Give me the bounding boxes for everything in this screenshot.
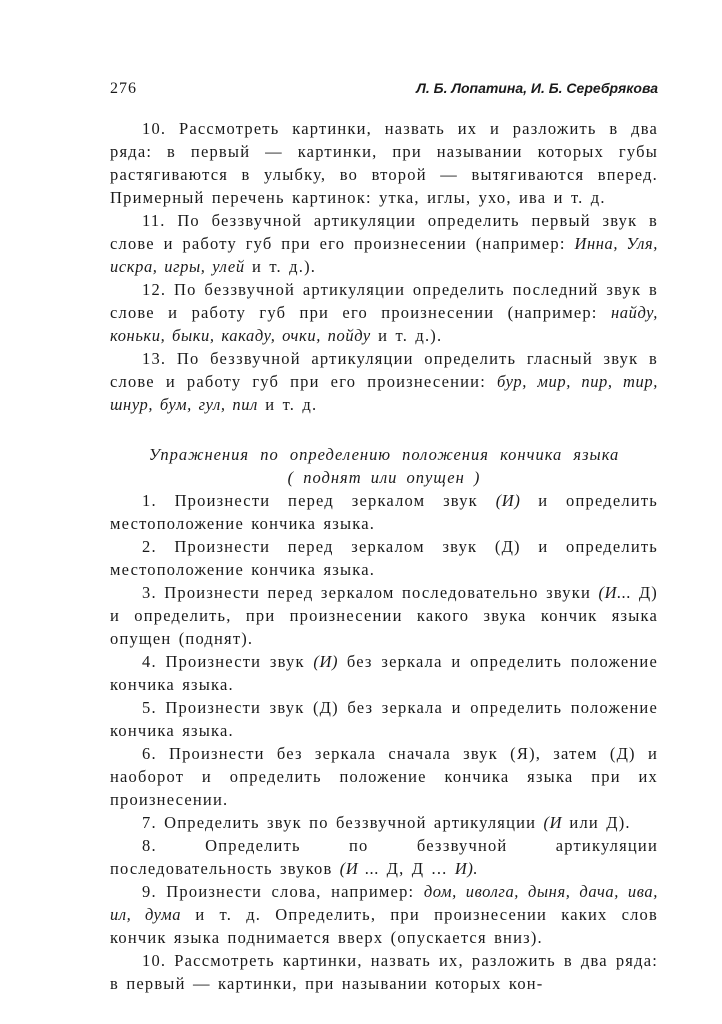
exercise-paragraph [110, 949, 658, 995]
paragraph-text: и т. д.). [244, 257, 317, 276]
exercise-paragraph [110, 880, 658, 949]
exercise-paragraph [110, 696, 658, 742]
paragraph-text: 10. Рассмотреть картинки, назвать их, разложить в два ряда: в первый — картинки, при назывании которых кон- [110, 951, 658, 993]
example-words: (И [543, 813, 563, 832]
exercise-list-tongue [110, 489, 658, 995]
example-words: (И) [495, 491, 521, 510]
page-number: 276 [110, 80, 137, 97]
exercise-paragraph [110, 834, 658, 880]
example-words: (И) [313, 652, 339, 671]
section-subtitle: ( поднят или опущен ) [287, 468, 481, 487]
paragraph-text: 11. По беззвучной артикуляции определить первый звук в слове и работу губ при его произнесении (например: [110, 211, 658, 253]
example-words: дом, иволга, дыня, дача, ива, ил, дума [110, 882, 658, 924]
example-words: И). [454, 859, 479, 878]
paragraph-text: или Д). [562, 813, 631, 832]
body-text [110, 117, 658, 995]
paragraph-text: 4. Произнести звук [142, 652, 314, 671]
example-words: бур, мир, пир, тир, шнур, бум, гул, пил [110, 372, 658, 414]
exercise-paragraph [110, 535, 658, 581]
section-title: Упражнения по определению положения кончика языка [148, 445, 620, 464]
exercise-paragraph [110, 347, 658, 416]
paragraph-text: 6. Произнести без зеркала сначала звук (Я), затем (Д) и наоборот и определить положение кончика языка при их произнесении. [110, 744, 658, 809]
exercise-paragraph [110, 650, 658, 696]
example-words: Инна, Уля, искра, игры, улей [110, 234, 659, 276]
paragraph-text: 10. Рассмотреть картинки, назвать их и разложить в два ряда: в первый — картинки, при назывании которых губы растягиваются в улыбку, во второй — вытягиваются вперед. Примерный перечень картинок: утка, иглы, ухо, ива и т. д. [110, 119, 658, 207]
exercise-paragraph [110, 209, 658, 278]
paragraph-text: 5. Произнести звук (Д) без зеркала и определить положение кончика языка. [110, 698, 658, 740]
paragraph-text: и т. д.). [370, 326, 443, 345]
exercise-paragraph [110, 489, 658, 535]
example-words: (И ... [339, 859, 380, 878]
paragraph-text: 8. Определить по беззвучной артикуляции последовательность звуков [110, 836, 658, 878]
exercise-paragraph [110, 811, 658, 834]
exercise-paragraph [110, 278, 658, 347]
example-words: найду, коньки, быки, какаду, очки, пойду [110, 303, 658, 345]
exercise-paragraph [110, 742, 658, 811]
paragraph-text: 9. Произнести слова, например: [142, 882, 424, 901]
paragraph-text: 12. По беззвучной артикуляции определить последний звук в слове и работу губ при его произнесении (например: [110, 280, 658, 322]
paragraph-text: 3. Произнести перед зеркалом последовательно звуки [142, 583, 599, 602]
running-head-authors: Л. Б. Лопатина, И. Б. Серебрякова [416, 80, 658, 96]
paragraph-text: и т. д. Определить, при произнесении каких слов кончик языка поднимается вверх (опускается вниз). [110, 905, 658, 947]
paragraph-text: Д, Д ... [379, 859, 455, 878]
paragraph-text: без зеркала и определить положение кончика языка. [110, 652, 658, 694]
paragraph-text: и т. д. [257, 395, 318, 414]
paragraph-text: 7. Определить звук по беззвучной артикуляции [142, 813, 544, 832]
paragraph-text: 13. По беззвучной артикуляции определить гласный звук в слове и работу губ при его произнесении: [110, 349, 658, 391]
example-words: (И... [598, 583, 632, 602]
page-header [110, 80, 658, 106]
paragraph-text: и определить местоположение кончика языка. [110, 491, 658, 533]
paragraph-text: 1. Произнести перед зеркалом звук [142, 491, 496, 510]
paragraph-text: 2. Произнести перед зеркалом звук (Д) и определить местоположение кончика языка. [110, 537, 658, 579]
exercise-list-lips [110, 117, 658, 416]
exercise-paragraph [110, 581, 658, 650]
exercise-paragraph [110, 117, 658, 209]
paragraph-text: Д) и определить, при произнесении какого звука кончик языка опущен (поднят). [110, 583, 658, 648]
